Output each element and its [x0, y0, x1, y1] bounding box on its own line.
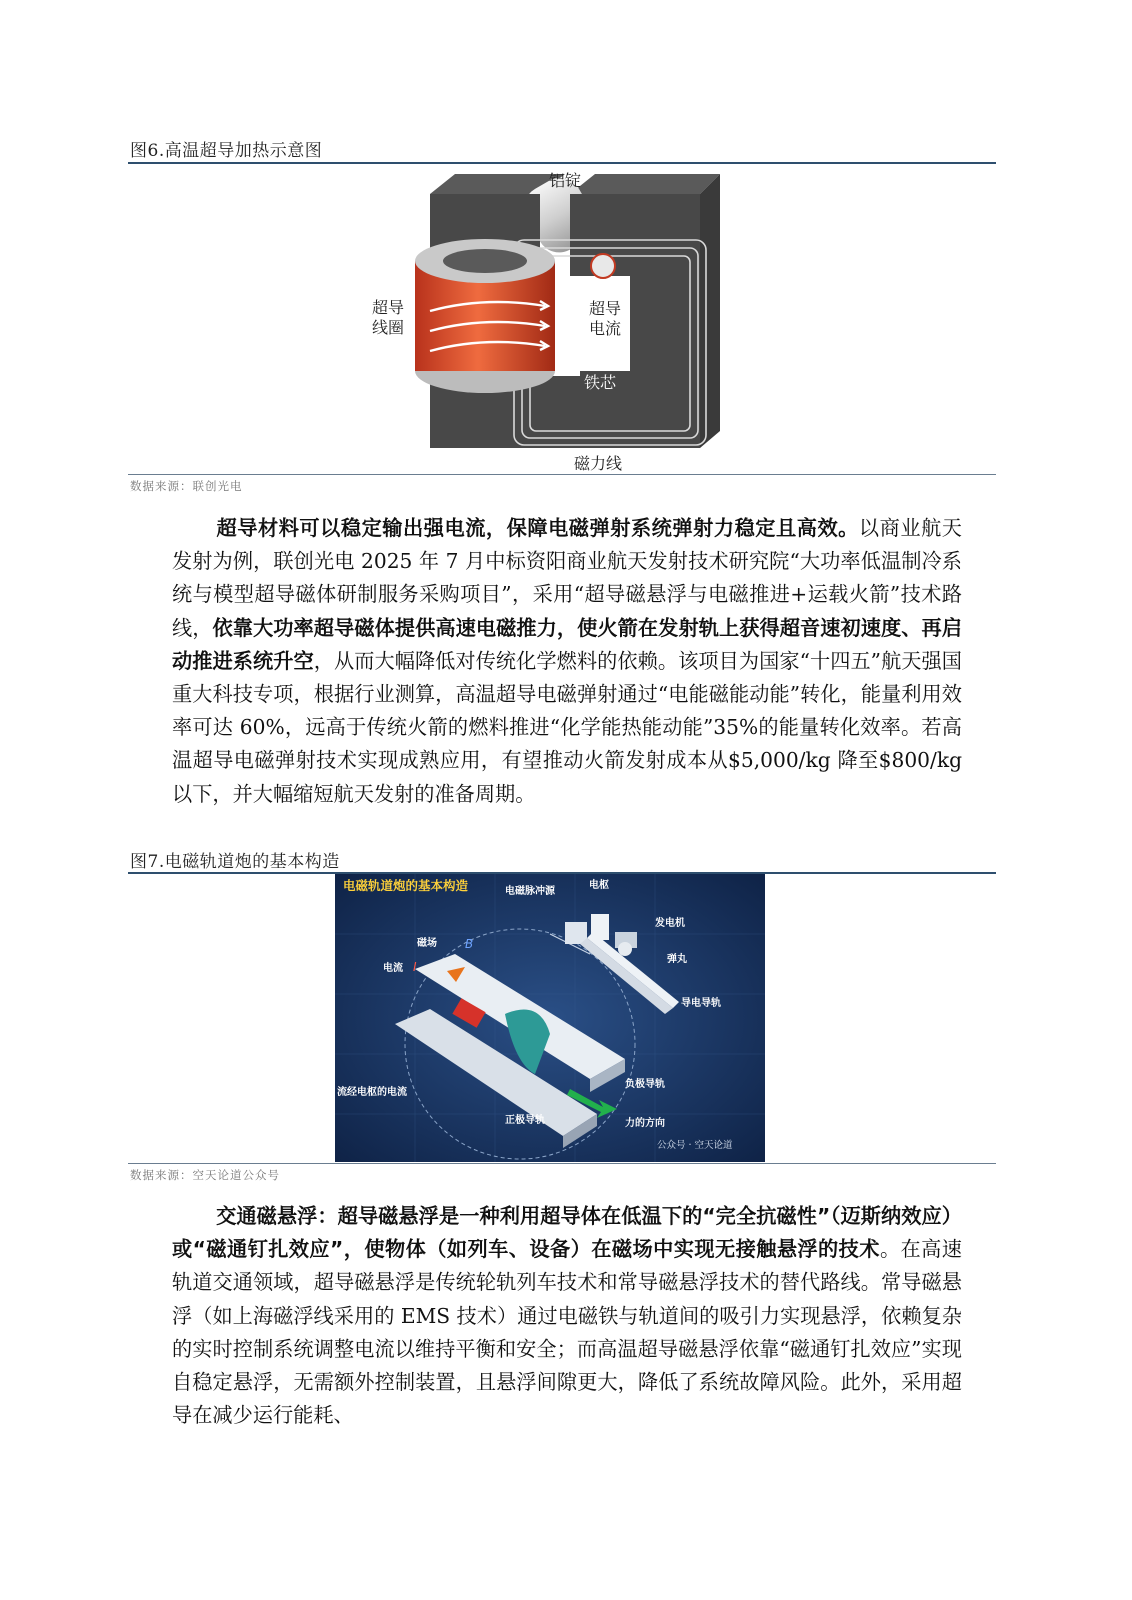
label-coil: 超导 线圈 — [372, 298, 405, 337]
label-field-lines: 磁力线 — [573, 454, 623, 473]
figure7-diagram — [335, 874, 765, 1162]
figure6-diagram — [360, 166, 760, 476]
figure7-bottom-rule — [128, 1163, 996, 1164]
label-armature: 电枢 — [589, 880, 609, 891]
para1-text-2: ，从而大幅降低对传统化学燃料的依赖。该项目为国家“十四五”航天强国重大科技专项，根据行业测算，高温超导电磁弹射通过“电能磁能动能”转化，能量利用效率可达 60%，远高于传统火箭的燃料推进“化学能热能动能”35%的能量转化效率。若高温超导电磁弹射技术实现成熟应用，有望推动火箭发射成本从$5,000/kg 降至$800/kg 以下，并大幅缩短航天发射的准备周期。 — [172, 648, 962, 806]
label-core: 铁芯 — [583, 373, 617, 392]
para1-bold-1: 超导材料可以稳定输出强电流，保障电磁弹射系统弹射力稳定且高效。 — [216, 516, 859, 540]
diagram-title: 电磁轨道炮的基本构造 — [343, 878, 469, 893]
figure6-caption: 图6.高温超导加热示意图 — [130, 141, 323, 161]
paragraph-2 — [172, 1200, 962, 1432]
label-magnetic-field: 磁场 — [417, 938, 437, 949]
para2-bold-1: 交通磁悬浮：超导磁悬浮是一种利用超导体在低温下的“完全抗磁性”（迈斯纳效应）或“磁通钉扎效应”，使物体（如列车、设备）在磁场中实现无接触悬浮的技术 — [172, 1204, 962, 1262]
label-ingot: 铝锭 — [548, 171, 582, 190]
label-current-l2: 电流 — [588, 319, 622, 338]
para1-text-1: 以商业航天发射为例，联创光电 2025 年 7 月中标资阳商业航天发射技术研究院“大功率低温制冷系统与模型超导磁体研制服务采购项目”，采用“超导磁悬浮与电磁推进+运载火箭”技术路线， — [172, 516, 962, 640]
para1-bold-2: 依靠大功率超导磁体提供高速电磁推力，使火箭在发射轨上获得超音速初速度、再启动推进系统升空 — [172, 615, 962, 673]
para2-text-1: 。在高速轨道交通领域，超导磁悬浮是传统轮轨列车技术和常导磁悬浮技术的替代路线。常导磁悬浮（如上海磁浮线采用的 EMS 技术）通过电磁铁与轨道间的吸引力实现悬浮，依赖复杂的实时控制系统调整电流以维持平衡和安全；而高温超导磁悬浮依靠“磁通钉扎效应”实现自稳定悬浮，无需额外控制装置，且悬浮间隙更大，降低了系统故障风险。此外，采用超导在减少运行能耗、 — [172, 1237, 962, 1428]
label-watermark: 公众号 · 空天论道 — [657, 1140, 733, 1151]
figure7-caption: 图7.电磁轨道炮的基本构造 — [130, 852, 340, 872]
paragraph-1 — [172, 512, 962, 811]
label-b: B — [465, 937, 474, 951]
label-pulse-source: 电磁脉冲源 — [505, 886, 555, 897]
label-current: 电流 — [383, 963, 403, 974]
figure6-top-rule — [128, 162, 996, 164]
label-negative-rail: 负极导轨 — [625, 1079, 665, 1090]
label-projectile: 弹丸 — [667, 954, 687, 965]
label-positive-rail: 正极导轨 — [505, 1115, 545, 1126]
label-generator: 发电机 — [655, 918, 685, 929]
figure6-bottom-rule — [128, 474, 996, 475]
figure6-source: 数据来源：联创光电 — [130, 479, 243, 493]
label-force-direction: 力的方向 — [625, 1118, 665, 1129]
label-i: I — [413, 960, 417, 974]
core-right-side — [700, 174, 720, 448]
label-current-l1: 超导 — [588, 299, 622, 318]
figure7-source: 数据来源：空天论道公众号 — [130, 1168, 280, 1182]
label-conductive-rail: 导电导轨 — [681, 998, 721, 1009]
ingot-current-symbol — [591, 254, 615, 278]
core-top-right-face — [570, 174, 720, 194]
label-armature-current: 流经电枢的电流 — [337, 1087, 407, 1098]
